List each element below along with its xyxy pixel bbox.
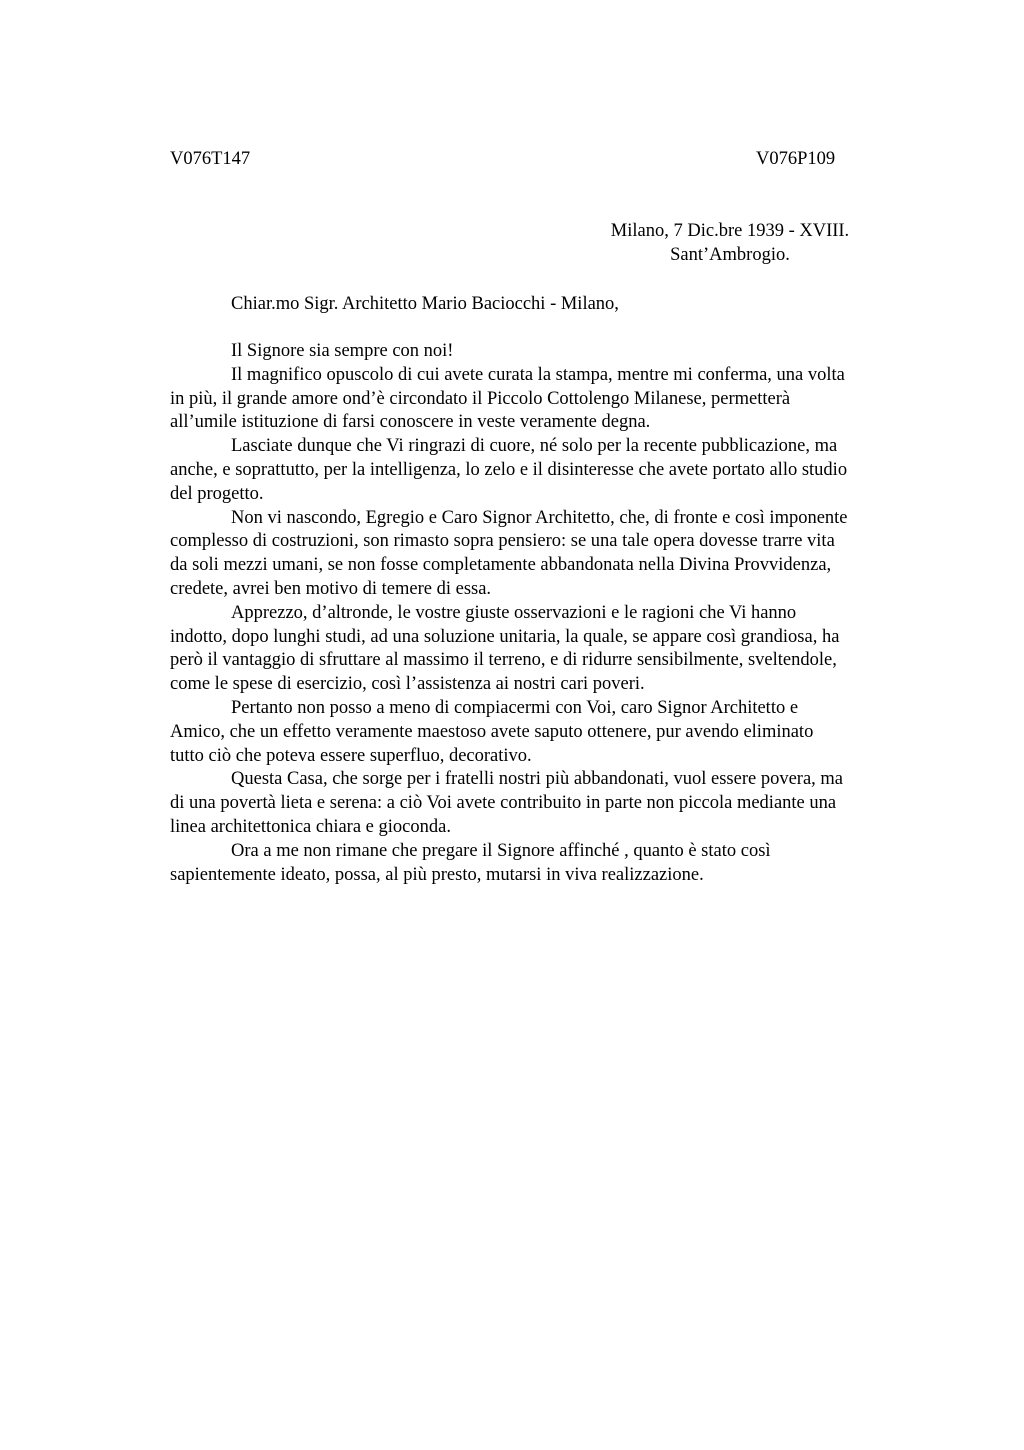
reference-code-left: V076T147 [170, 149, 251, 169]
body-line: Ora a me non rimane che pregare il Signore affinché , quanto è stato così [231, 840, 771, 861]
feast-day-line: Sant’Ambrogio. [670, 245, 790, 265]
date-line: Milano, 7 Dic.bre 1939 - XVIII. [610, 221, 850, 241]
body-line: tutto ciò che poteva essere superfluo, decorativo. [170, 745, 532, 766]
body-line: credete, avrei ben motivo di temere di essa. [170, 578, 492, 599]
body-line: Amico, che un effetto veramente maestoso avete saputo ottenere, pur avendo eliminato [170, 721, 814, 742]
body-line: all’umile istituzione di farsi conoscere in veste veramente degna. [170, 412, 651, 433]
body-line: però il vantaggio di sfruttare al massimo il terreno, e di ridurre sensibilmente, sveltendole, [170, 650, 837, 671]
salutation: Chiar.mo Sigr. Architetto Mario Baciocchi - Milano, [231, 294, 619, 314]
body-line: Questa Casa, che sorge per i fratelli nostri più abbandonati, vuol essere povera, ma [231, 769, 844, 790]
body-line: del progetto. [170, 483, 264, 504]
date-block [560, 219, 900, 267]
body-line: indotto, dopo lunghi studi, ad una soluzione unitaria, la quale, se appare così grandiosa, ha [170, 626, 840, 647]
body-line: linea architettonica chiara e gioconda. [170, 816, 451, 837]
body-line: Apprezzo, d’altronde, le vostre giuste osservazioni e le ragioni che Vi hanno [231, 602, 797, 623]
body-line: sapientemente ideato, possa, al più presto, mutarsi in viva realizzazione. [170, 864, 704, 885]
letter-body [170, 340, 930, 887]
body-line: come le spese di esercizio, così l’assistenza ai nostri cari poveri. [170, 674, 645, 695]
body-line: Lasciate dunque che Vi ringrazi di cuore, né solo per la recente pubblicazione, ma [231, 436, 838, 457]
body-line: Non vi nascondo, Egregio e Caro Signor Architetto, che, di fronte e così imponente [231, 507, 848, 528]
body-line: in più, il grande amore ond’è circondato il Piccolo Cottolengo Milanese, permetterà [170, 388, 791, 409]
body-line: di una povertà lieta e serena: a ciò Voi avete contribuito in parte non piccola mediante una [170, 793, 837, 814]
body-line: da soli mezzi umani, se non fosse completamente abbandonata nella Divina Provvidenza, [170, 555, 832, 576]
reference-code-right: V076P109 [756, 149, 836, 169]
body-line: Il magnifico opuscolo di cui avete curata la stampa, mentre mi conferma, una volta [231, 364, 845, 385]
body-line: complesso di costruzioni, son rimasto sopra pensiero: se una tale opera dovesse trarre vita [170, 531, 835, 552]
body-line: anche, e soprattutto, per la intelligenza, lo zelo e il disinteresse che avete portato allo studio [170, 459, 848, 480]
body-line: Pertanto non posso a meno di compiacermi con Voi, caro Signor Architetto e [231, 697, 799, 718]
body-line: Il Signore sia sempre con noi! [231, 341, 454, 361]
